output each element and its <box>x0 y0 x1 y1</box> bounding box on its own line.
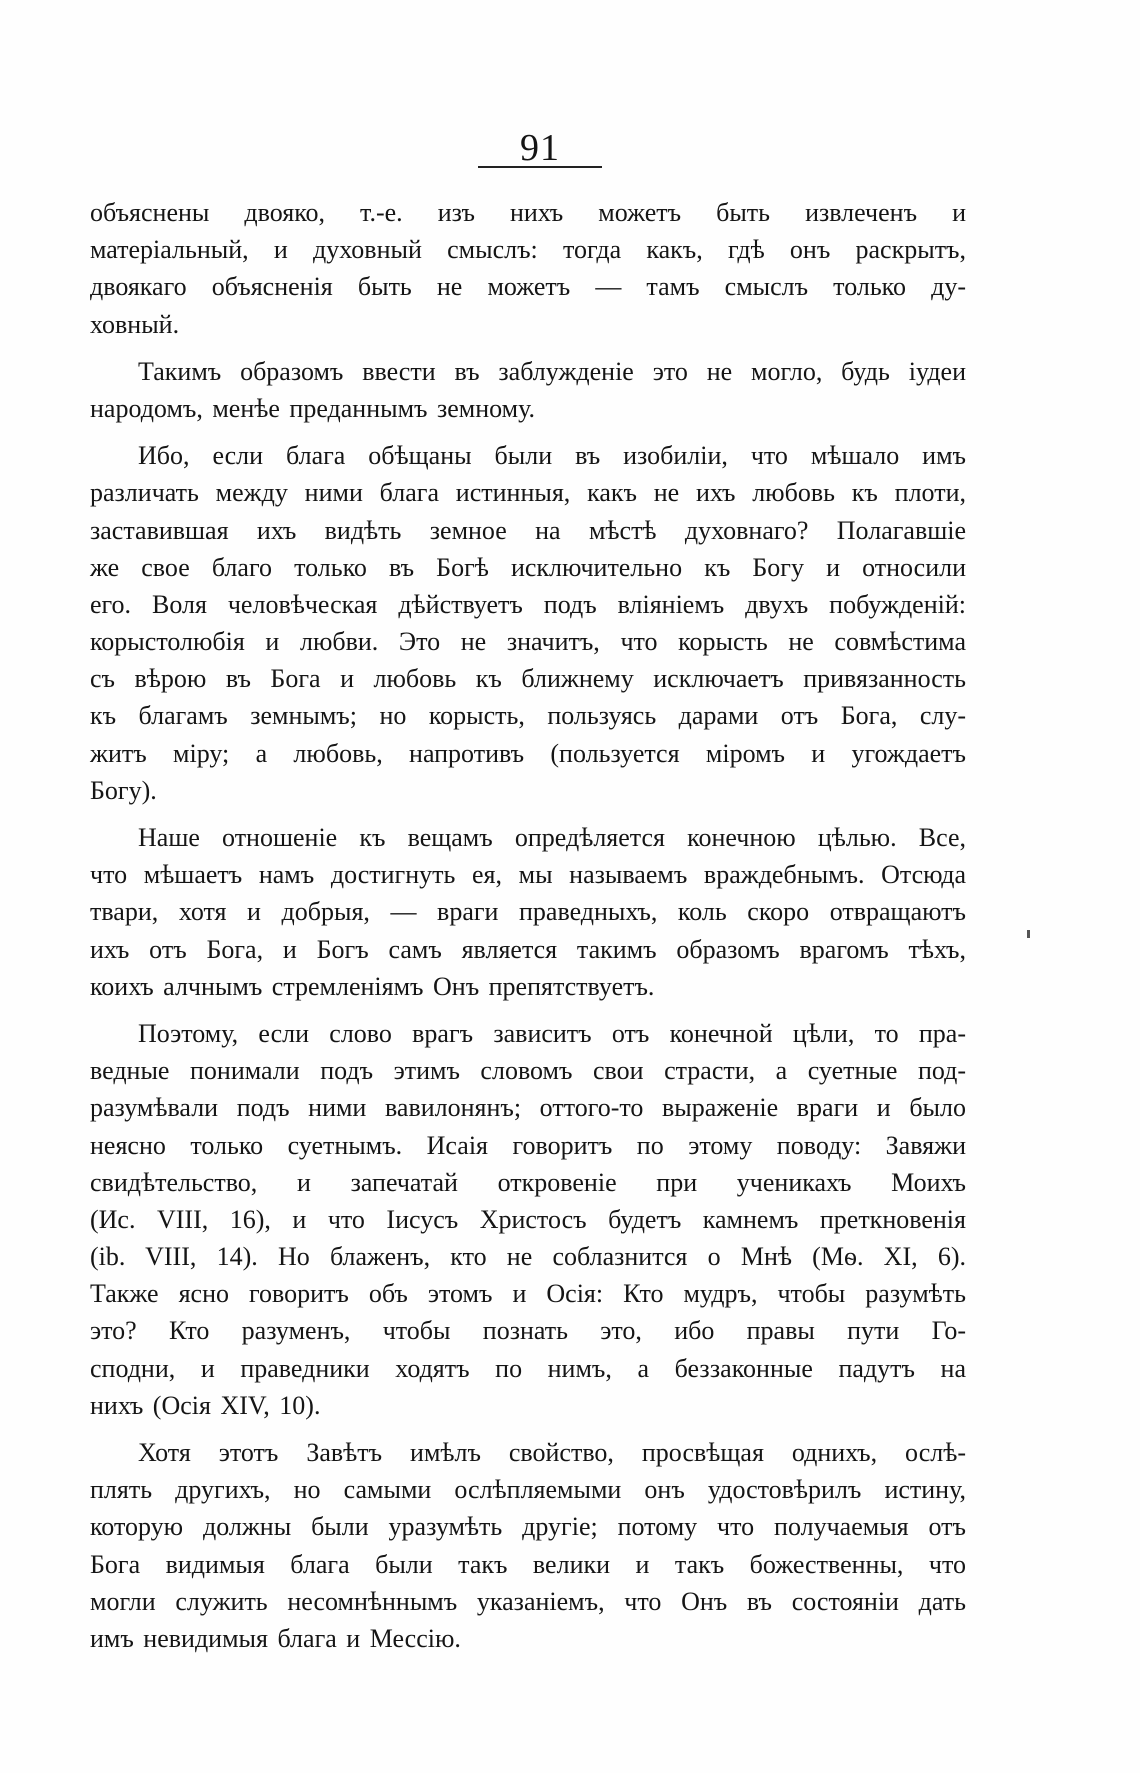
text-line: Поэтому, если слово врагъ зависитъ отъ конечной цѣли, то пра- <box>138 1018 966 1048</box>
text-line: ховный. <box>90 309 180 339</box>
paragraph-gap <box>90 427 966 437</box>
text-line: твари, хотя и добрыя, — враги праведныхъ, коль скоро отвращаютъ <box>90 897 966 927</box>
paragraph <box>90 1434 966 1657</box>
text-line: могли служить несомнѣннымъ указаніемъ, что Онъ въ состояніи дать <box>90 1586 966 1616</box>
text-line: житъ міру; а любовь, напротивъ (пользуется міромъ и угождаетъ <box>90 738 966 768</box>
paragraph-gap <box>90 343 966 353</box>
text-line: Богу). <box>90 775 157 805</box>
text-line: Такимъ образомъ ввести въ заблужденіе это не могло, будь іудеи <box>138 356 966 386</box>
text-line: объяснены двояко, т.-е. изъ нихъ можетъ быть извлеченъ и <box>90 198 966 227</box>
text-line: сподни, и праведники ходятъ по нимъ, а беззаконные падутъ на <box>90 1353 966 1383</box>
text-line: что мѣшаетъ намъ достигнуть ея, мы называемъ враждебнымъ. Отсюда <box>90 860 966 890</box>
text-line: Хотя этотъ Завѣтъ имѣлъ свойство, просвѣщая однихъ, ослѣ- <box>138 1438 966 1467</box>
paragraph-gap <box>90 1424 966 1434</box>
text-line: (Ис. VIII, 16), и что Іисусъ Христосъ будетъ камнемъ преткновенія <box>90 1204 966 1234</box>
text-line: (ib. VIII, 14). Но блаженъ, кто не соблазнится о Мнѣ (Мѳ. XI, 6). <box>90 1242 966 1272</box>
text-line: которую должны были уразумѣть другіе; потому что получаемыя отъ <box>90 1512 966 1542</box>
text-line: имъ невидимыя блага и Мессію. <box>90 1623 461 1653</box>
text-line: разумѣвали подъ ними вавилонянъ; оттого-то выраженіе враги и было <box>90 1093 966 1123</box>
text-line: Наше отношеніе къ вещамъ опредѣляется конечною цѣлью. Все, <box>138 823 966 852</box>
page-number-rule <box>478 166 602 168</box>
paragraph <box>90 437 966 809</box>
text-line: это? Кто разуменъ, чтобы познать это, ибо правы пути Го- <box>90 1316 966 1346</box>
paragraph <box>90 1015 966 1424</box>
text-line: плять другихъ, но самыми ослѣпляемыми онъ удостовѣрилъ истину, <box>90 1475 966 1505</box>
text-line: коихъ алчнымъ стремленіямъ Онъ препятствуетъ. <box>90 971 655 1001</box>
paragraph <box>90 819 966 1005</box>
page-number <box>470 128 610 168</box>
text-line: матеріальный, и духовный смыслъ: тогда какъ, гдѣ онъ раскрытъ, <box>90 235 966 265</box>
text-line: заставившая ихъ видѣть земное на мѣстѣ духовнаго? Полагавшіе <box>90 515 966 545</box>
text-line: народомъ, менѣе преданнымъ земному. <box>90 393 536 423</box>
text-line: его. Воля человѣческая дѣйствуетъ подъ вліяніемъ двухъ побужденій: <box>90 589 966 619</box>
text-line: къ благамъ земнымъ; но корысть, пользуясь дарами отъ Бога, слу- <box>90 701 966 731</box>
text-line: Бога видимыя блага были такъ велики и такъ божественны, что <box>90 1549 966 1579</box>
text-line: корыстолюбія и любви. Это не значитъ, что корысть не совмѣстима <box>90 627 966 657</box>
paragraph-gap <box>90 1005 966 1015</box>
text-line: двоякаго объясненія быть не можетъ — тамъ смыслъ только ду- <box>90 272 966 302</box>
text-line: ведные понимали подъ этимъ словомъ свои страсти, а суетные под- <box>90 1056 966 1086</box>
page-number-text: 91 <box>520 127 560 169</box>
text-line: неясно только суетнымъ. Исаія говоритъ по этому поводу: Завяжи <box>90 1130 966 1160</box>
text-line: различать между ними блага истинныя, какъ не ихъ любовь къ плоти, <box>90 478 966 508</box>
paragraph-gap <box>90 809 966 819</box>
text-line: свидѣтельство, и запечатай откровеніе при ученикахъ Моихъ <box>90 1167 966 1197</box>
margin-mark <box>1027 930 1030 938</box>
paragraph <box>90 353 966 427</box>
text-line: нихъ (Осія XIV, 10). <box>90 1390 321 1420</box>
text-line: же свое благо только въ Богѣ исключительно къ Богу и относили <box>90 552 966 582</box>
text-line: ихъ отъ Бога, и Богъ самъ является такимъ образомъ врагомъ тѣхъ, <box>90 934 966 964</box>
text-line: съ вѣрою въ Бога и любовь къ ближнему исключаетъ привязанность <box>90 664 966 694</box>
paragraph <box>90 194 966 343</box>
text-line: Ибо, если блага обѣщаны были въ изобиліи, что мѣшало имъ <box>138 441 966 471</box>
body-text <box>90 194 966 1657</box>
text-line: Также ясно говоритъ объ этомъ и Осія: Кто мудръ, чтобы разумѣть <box>90 1279 966 1309</box>
